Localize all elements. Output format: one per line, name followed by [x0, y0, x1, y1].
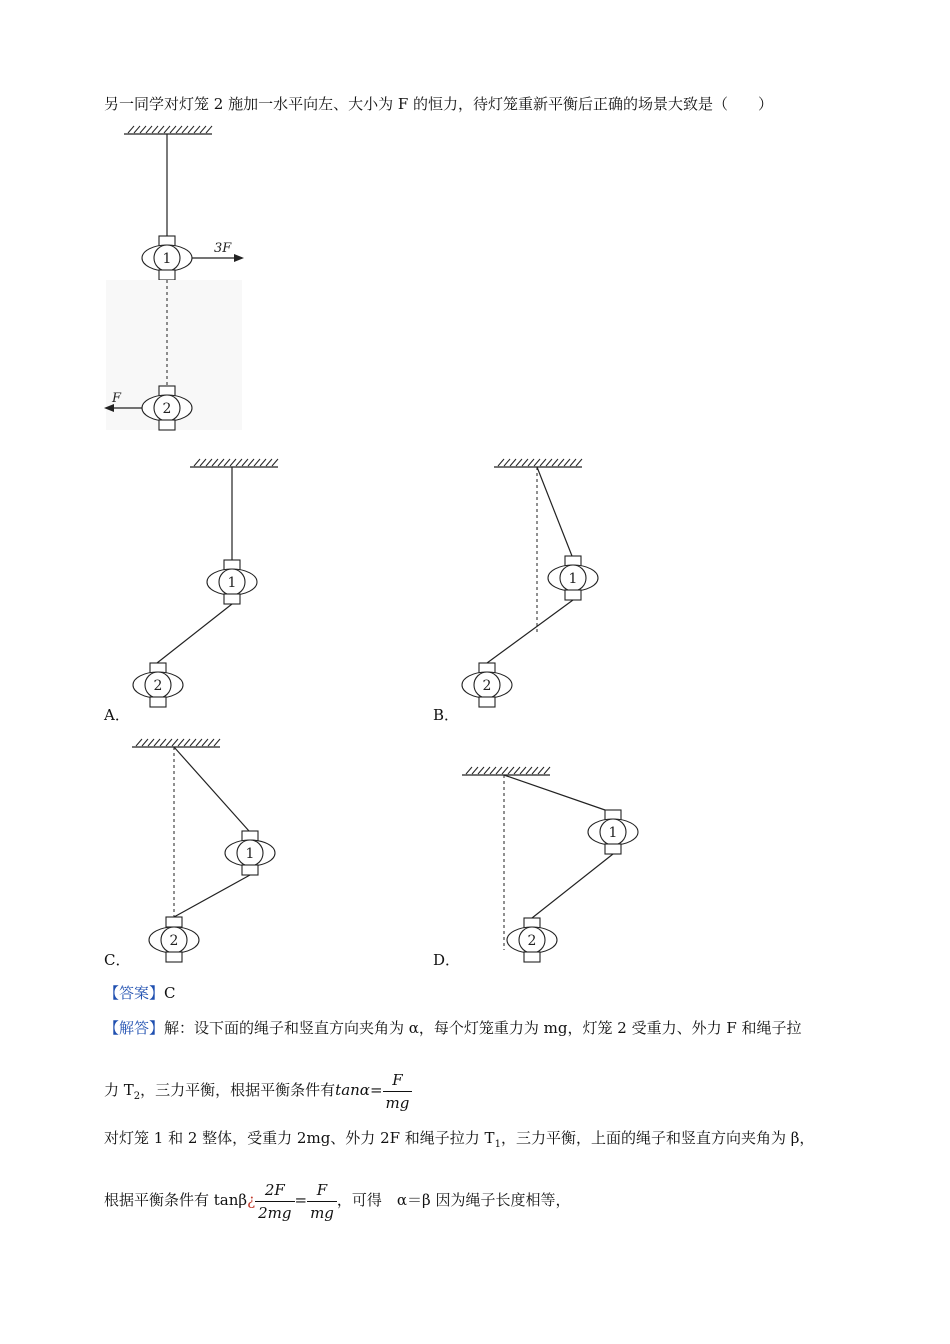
- analysis-text-2a: 力 T: [104, 1081, 134, 1099]
- analysis-line-3: [104, 1128, 814, 1155]
- answer-tag: 【答案】: [104, 984, 165, 1002]
- analysis-text-3a: 对灯笼 1 和 2 整体，受重力 2mg、外力 2F 和绳子拉力 T: [104, 1129, 495, 1147]
- fraction-f-over-mg-2: [307, 1179, 337, 1224]
- fraction-denominator-2mg: 2mg: [258, 1203, 292, 1222]
- fraction-2f-over-2mg: [255, 1179, 294, 1224]
- analysis-tag: 【解答】: [104, 1019, 165, 1037]
- option-b-figure[interactable]: [450, 455, 610, 710]
- analysis-text-4b: ，可得 α＝β 因为绳子长度相等，: [336, 1191, 571, 1209]
- option-b-label[interactable]: B．: [433, 706, 460, 724]
- option-d-figure[interactable]: [450, 755, 650, 965]
- equals-sign-2: =: [294, 1191, 308, 1209]
- fraction-numerator-f: F: [307, 1179, 337, 1202]
- option-a-figure[interactable]: [120, 455, 280, 710]
- analysis-line-4: [104, 1178, 570, 1224]
- force-3f-label: 3F: [214, 241, 232, 256]
- lantern-1-label: 1: [162, 251, 172, 267]
- tan-alpha: tanα: [335, 1081, 370, 1099]
- broken-glyph: ¿: [247, 1191, 256, 1209]
- analysis-text-3b: ，三力平衡，上面的绳子和竖直方向夹角为 β，: [500, 1129, 815, 1147]
- option-d-label[interactable]: D．: [433, 951, 461, 969]
- option-b-lantern-1-label: 1: [568, 571, 578, 587]
- fraction-f-over-mg: [383, 1069, 413, 1114]
- answer-value: C: [164, 984, 176, 1002]
- option-a-lantern-1-label: 1: [227, 575, 237, 591]
- option-c-lantern-1-label: 1: [245, 846, 255, 862]
- equals-sign-1: =: [369, 1081, 383, 1099]
- option-c-figure[interactable]: [120, 735, 290, 965]
- main-figure: [100, 122, 260, 442]
- lantern-2-label: 2: [162, 401, 172, 417]
- analysis-text-1: 解：设下面的绳子和竖直方向夹角为 α，每个灯笼重力为 mg，灯笼 2 受重力、外力 F 和绳子拉: [164, 1019, 802, 1037]
- analysis-text-2b: ，三力平衡，根据平衡条件有: [140, 1081, 336, 1099]
- fraction-numerator: F: [383, 1069, 413, 1092]
- answer-line: [104, 983, 176, 1003]
- analysis-line-2: [104, 1068, 412, 1114]
- option-a-lantern-2-label: 2: [153, 678, 163, 694]
- option-b-lantern-2-label: 2: [482, 678, 492, 694]
- subscript-1: 1: [494, 1139, 501, 1150]
- option-d-lantern-2-label: 2: [527, 933, 537, 949]
- option-c-lantern-2-label: 2: [169, 933, 179, 949]
- question-stem: 另一同学对灯笼 2 施加一水平向左、大小为 F 的恒力，待灯笼重新平衡后正确的场景大致是（ ）: [104, 95, 774, 113]
- force-f-label: F: [112, 391, 122, 406]
- analysis-line-1: [104, 1018, 802, 1038]
- option-a-label[interactable]: A．: [104, 706, 130, 724]
- analysis-text-4a: 根据平衡条件有 tanβ: [104, 1191, 248, 1209]
- fraction-denominator-mg: mg: [310, 1203, 334, 1222]
- fraction-numerator-2f: 2F: [255, 1179, 294, 1202]
- fraction-denominator: mg: [385, 1093, 410, 1112]
- option-c-label[interactable]: C．: [104, 951, 131, 969]
- subscript-2: 2: [133, 1091, 141, 1102]
- option-d-lantern-1-label: 1: [608, 825, 618, 841]
